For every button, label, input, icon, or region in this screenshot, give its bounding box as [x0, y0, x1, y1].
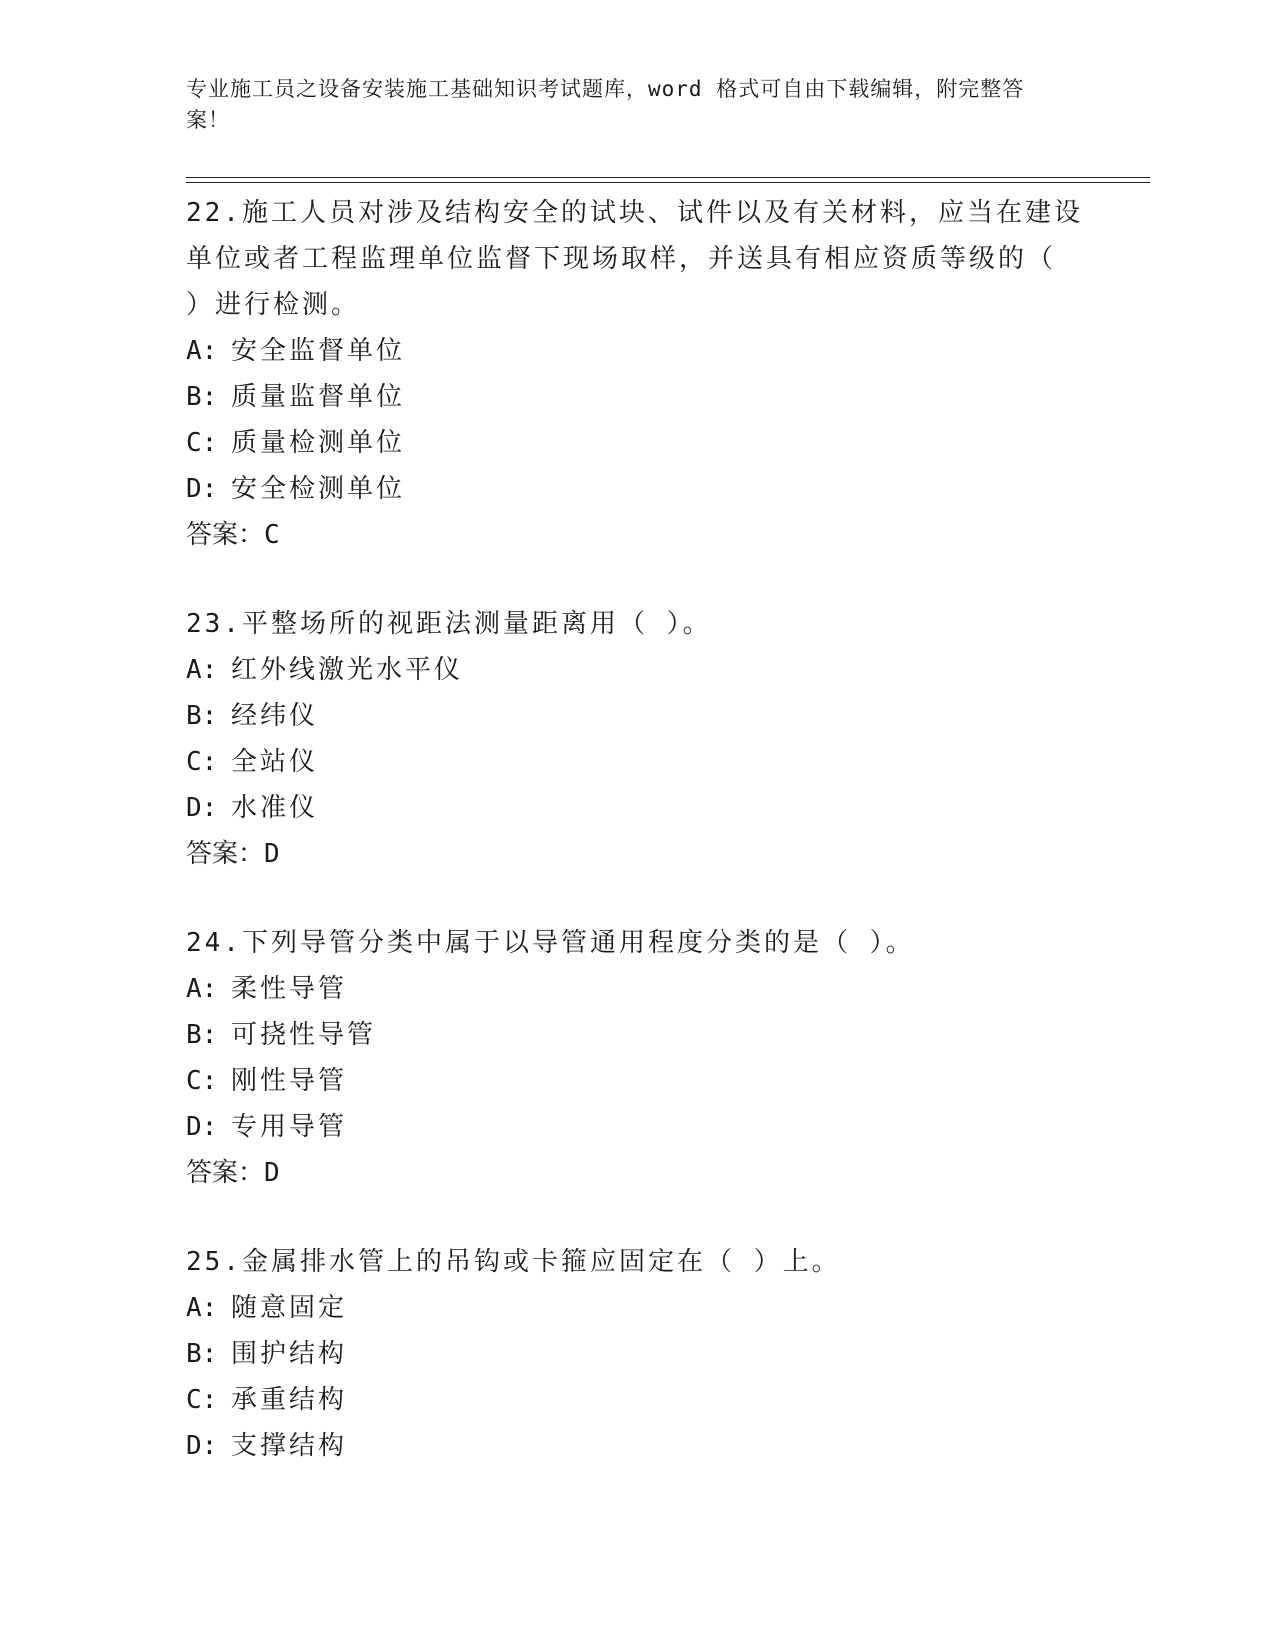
option-key: B:	[186, 1020, 218, 1050]
answer-line	[186, 831, 1086, 877]
question-list	[186, 190, 1086, 1512]
option-key: D:	[186, 793, 218, 823]
option-d	[186, 1423, 1086, 1469]
option-b	[186, 1331, 1086, 1377]
question-22	[186, 190, 1086, 558]
option-a	[186, 647, 1086, 693]
option-a	[186, 1285, 1086, 1331]
header-divider-bottom	[186, 182, 1150, 183]
option-key: D:	[186, 474, 218, 504]
option-text: 质量检测单位	[231, 428, 406, 458]
option-c	[186, 1058, 1086, 1104]
option-key: C:	[186, 1385, 218, 1415]
option-text: 可挠性导管	[231, 1020, 377, 1050]
answer-line	[186, 1150, 1086, 1196]
question-stem: 22.施工人员对涉及结构安全的试块、试件以及有关材料，应当在建设单位或者工程监理单位监督下现场取样，并送具有相应资质等级的（ ）进行检测。	[186, 198, 1083, 320]
option-a	[186, 966, 1086, 1012]
answer-label: 答案：	[186, 839, 265, 869]
option-text: 围护结构	[231, 1339, 348, 1369]
option-text: 水准仪	[231, 793, 319, 823]
option-text: 刚性导管	[231, 1066, 348, 1096]
option-text: 专用导管	[231, 1112, 348, 1142]
option-key: D:	[186, 1431, 218, 1461]
option-text: 全站仪	[231, 747, 319, 777]
question-stem: 23.平整场所的视距法测量距离用（ ）。	[186, 609, 712, 639]
option-b	[186, 374, 1086, 420]
option-key: C:	[186, 428, 218, 458]
option-d	[186, 1104, 1086, 1150]
option-text: 承重结构	[231, 1385, 348, 1415]
option-key: A:	[186, 974, 218, 1004]
option-key: B:	[186, 382, 218, 412]
question-24	[186, 920, 1086, 1196]
option-text: 经纬仪	[231, 701, 319, 731]
option-key: C:	[186, 1066, 218, 1096]
header-divider-top	[186, 177, 1150, 178]
answer-line	[186, 512, 1086, 558]
option-key: B:	[186, 1339, 218, 1369]
answer-value: D	[264, 839, 280, 869]
option-text: 支撑结构	[231, 1431, 348, 1461]
option-b	[186, 693, 1086, 739]
option-c	[186, 739, 1086, 785]
option-text: 安全监督单位	[231, 336, 406, 366]
option-d	[186, 466, 1086, 512]
option-key: D:	[186, 1112, 218, 1142]
document-header: 专业施工员之设备安装施工基础知识考试题库，word 格式可自由下载编辑，附完整答案！	[186, 77, 1025, 132]
option-key: A:	[186, 1293, 218, 1323]
question-stem: 25.金属排水管上的吊钩或卡箍应固定在（ ）上。	[186, 1247, 841, 1277]
option-c	[186, 1377, 1086, 1423]
option-key: A:	[186, 336, 218, 366]
option-text: 质量监督单位	[231, 382, 406, 412]
option-d	[186, 785, 1086, 831]
question-stem: 24.下列导管分类中属于以导管通用程度分类的是（ ）。	[186, 928, 915, 958]
answer-value: C	[264, 520, 280, 550]
answer-label: 答案：	[186, 520, 265, 550]
option-text: 随意固定	[231, 1293, 348, 1323]
option-key: A:	[186, 655, 218, 685]
option-b	[186, 1012, 1086, 1058]
option-text: 安全检测单位	[231, 474, 406, 504]
answer-value: D	[264, 1158, 280, 1188]
option-a	[186, 328, 1086, 374]
question-25	[186, 1239, 1086, 1469]
option-text: 红外线激光水平仪	[231, 655, 464, 685]
option-text: 柔性导管	[231, 974, 348, 1004]
option-key: C:	[186, 747, 218, 777]
option-key: B:	[186, 701, 218, 731]
question-23	[186, 601, 1086, 877]
option-c	[186, 420, 1086, 466]
answer-label: 答案：	[186, 1158, 265, 1188]
